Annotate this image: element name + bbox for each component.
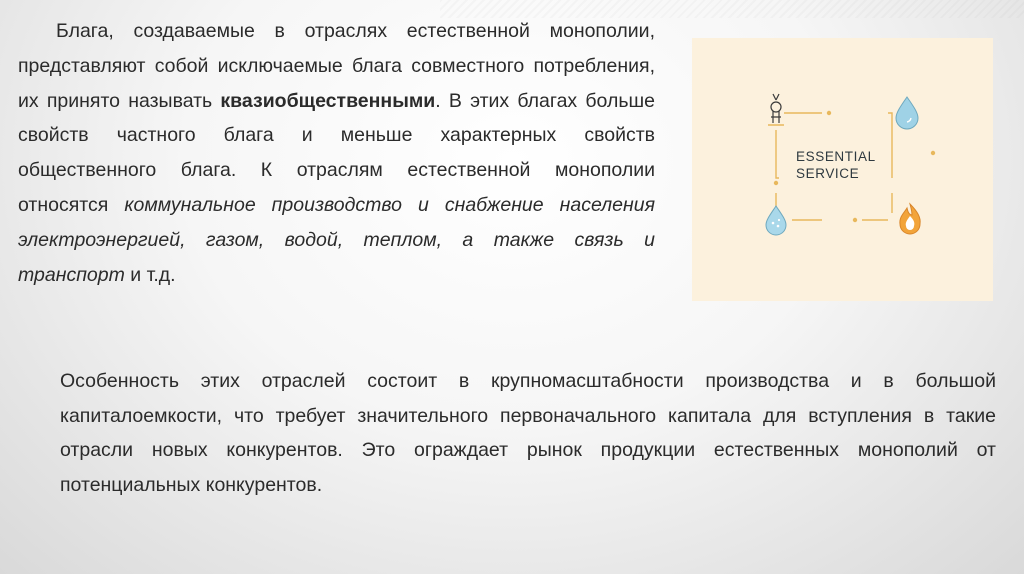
label-line-1: ESSENTIAL <box>796 149 876 164</box>
paragraph-quasi-public-goods <box>18 14 655 292</box>
paragraph1-text-end: и т.д. <box>124 263 176 286</box>
electric-plug-icon <box>768 94 784 125</box>
paragraph-industry-features: Особенность этих отраслей состоит в крупномасштабности производства и в большой капиталоемкости, что требует значительного первоначального капитала для вступления в такие отрасли новых конкурентов. Это ограждает рынок продукции естественных монополий от потенциальных конкурентов. <box>60 370 996 496</box>
paragraph1-text-start: Блага, создаваемые в отраслях естественной монополии, представляют собой исключаемые блага совместного потребления, их принято называть <box>18 20 655 112</box>
connector-dot <box>774 181 778 185</box>
connector-dot <box>931 151 935 155</box>
connector-dot <box>827 111 831 115</box>
term-quasi-public: квазиобщественными <box>220 89 436 112</box>
industries-list: коммунальное производство и снабжение населения электроэнергией, газом, водой, теплом, а также связь и транспорт <box>18 193 655 286</box>
connector-line <box>776 130 779 178</box>
essential-service-label <box>796 148 926 182</box>
water-drop-icon <box>896 97 918 129</box>
paragraph1-text-middle: . В этих благах больше свойств частного блага и меньше характерных свойств общественного блага. К отраслям естественной монополии относятся <box>18 89 655 216</box>
water-drops-icon <box>766 206 786 235</box>
connector-dot <box>853 218 857 222</box>
label-line-2: SERVICE <box>796 166 860 181</box>
gas-flame-icon <box>900 204 920 234</box>
essential-service-illustration <box>692 38 993 301</box>
